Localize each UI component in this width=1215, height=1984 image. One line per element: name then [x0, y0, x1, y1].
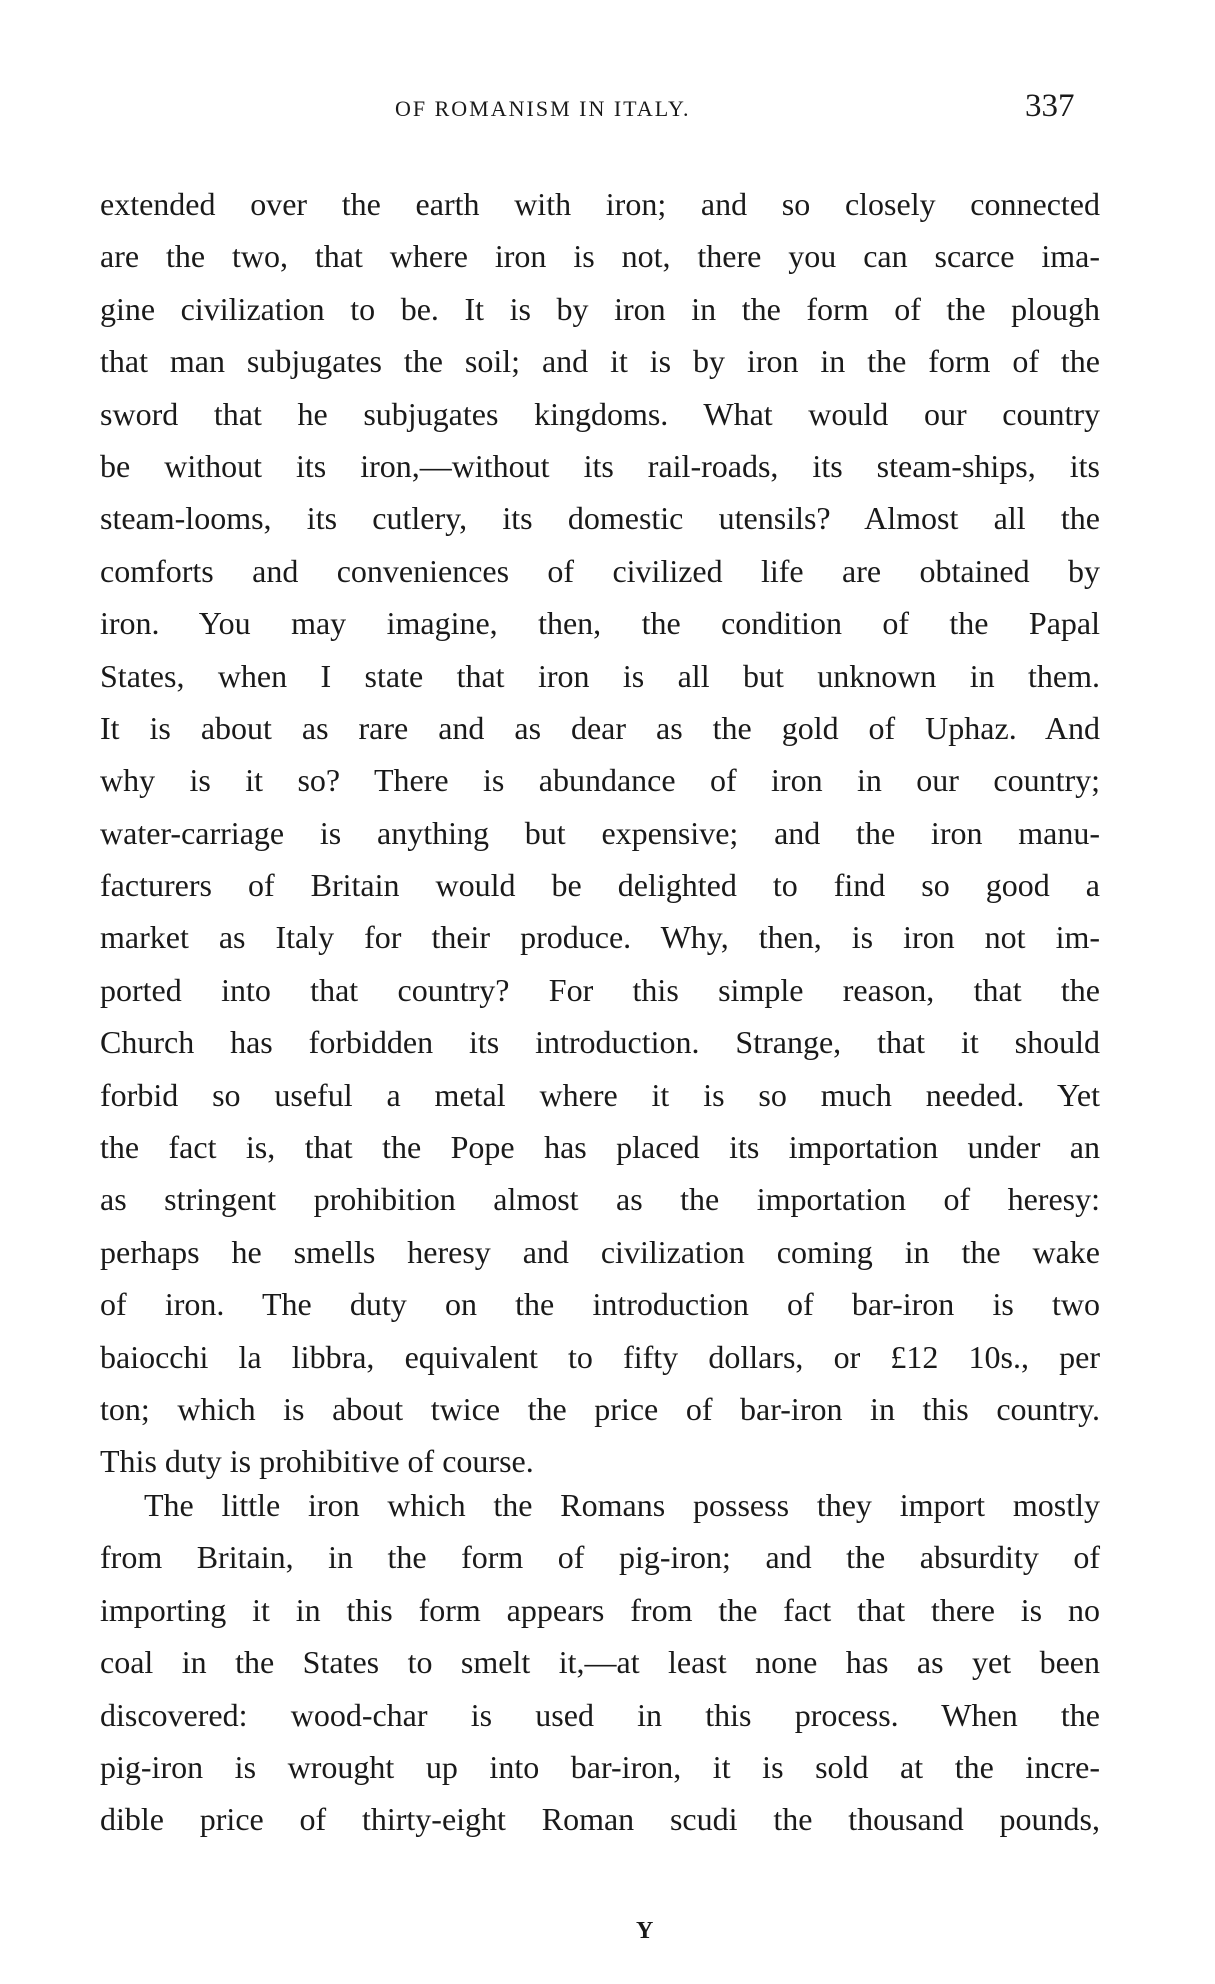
text-line: be without its iron,—without its rail-roads, its steam-ships, its	[100, 447, 1100, 484]
text-line: steam-looms, its cutlery, its domestic utensils? Almost all the	[100, 500, 1100, 537]
text-line: dible price of thirty-eight Roman scudi the thousand pounds,	[100, 1801, 1100, 1838]
text-line: gine civilization to be. It is by iron in the form of the plough	[100, 290, 1100, 327]
text-line: why is it so? There is abundance of iron in our country;	[100, 762, 1100, 799]
text-line: States, when I state that iron is all but unknown in them.	[100, 657, 1100, 694]
text-line: importing it in this form appears from the fact that there is no	[100, 1591, 1100, 1628]
text-line: sword that he subjugates kingdoms. What would our country	[100, 395, 1100, 432]
text-line: pig-iron is wrought up into bar-iron, it is sold at the incre-	[100, 1748, 1100, 1785]
running-head: OF ROMANISM IN ITALY.	[395, 96, 691, 121]
paragraph-1	[100, 178, 1100, 1488]
text-line: that man subjugates the soil; and it is by iron in the form of the	[100, 343, 1100, 380]
text-line: Church has forbidden its introduction. Strange, that it should	[100, 1024, 1100, 1061]
text-line: ton; which is about twice the price of bar-iron in this country.	[100, 1390, 1100, 1427]
text-line: of iron. The duty on the introduction of bar-iron is two	[100, 1286, 1100, 1323]
text-line: water-carriage is anything but expensive; and the iron manu-	[100, 814, 1100, 851]
text-line: The little iron which the Romans possess they import mostly	[144, 1487, 1100, 1523]
text-line: ported into that country? For this simple reason, that the	[100, 971, 1100, 1008]
text-line: extended over the earth with iron; and so closely connected	[100, 186, 1100, 222]
text-line: discovered: wood-char is used in this process. When the	[100, 1696, 1100, 1733]
text-line: comforts and conveniences of civilized life are obtained by	[100, 552, 1100, 589]
text-line: facturers of Britain would be delighted to find so good a	[100, 867, 1100, 904]
text-line: coal in the States to smelt it,—at least none has as yet been	[100, 1644, 1100, 1681]
signature-mark: Y	[636, 1918, 654, 1944]
text-line: iron. You may imagine, then, the condition of the Papal	[100, 605, 1100, 642]
text-line: It is about as rare and as dear as the gold of Uphaz. And	[100, 709, 1100, 746]
text-line: as stringent prohibition almost as the importation of heresy:	[100, 1181, 1100, 1218]
text-line: the fact is, that the Pope has placed its importation under an	[100, 1129, 1100, 1166]
text-line: baiocchi la libbra, equivalent to fifty dollars, or £12 10s., per	[100, 1338, 1100, 1375]
text-line: forbid so useful a metal where it is so much needed. Yet	[100, 1076, 1100, 1113]
paragraph-2	[100, 1479, 1100, 1846]
text-line: This duty is prohibitive of course.	[100, 1443, 534, 1480]
text-line: perhaps he smells heresy and civilization coming in the wake	[100, 1233, 1100, 1270]
text-line: from Britain, in the form of pig-iron; and the absurdity of	[100, 1539, 1100, 1576]
page-number: 337	[1025, 88, 1075, 124]
text-line: are the two, that where iron is not, there you can scarce ima-	[100, 238, 1100, 275]
text-line: market as Italy for their produce. Why, then, is iron not im-	[100, 919, 1100, 956]
